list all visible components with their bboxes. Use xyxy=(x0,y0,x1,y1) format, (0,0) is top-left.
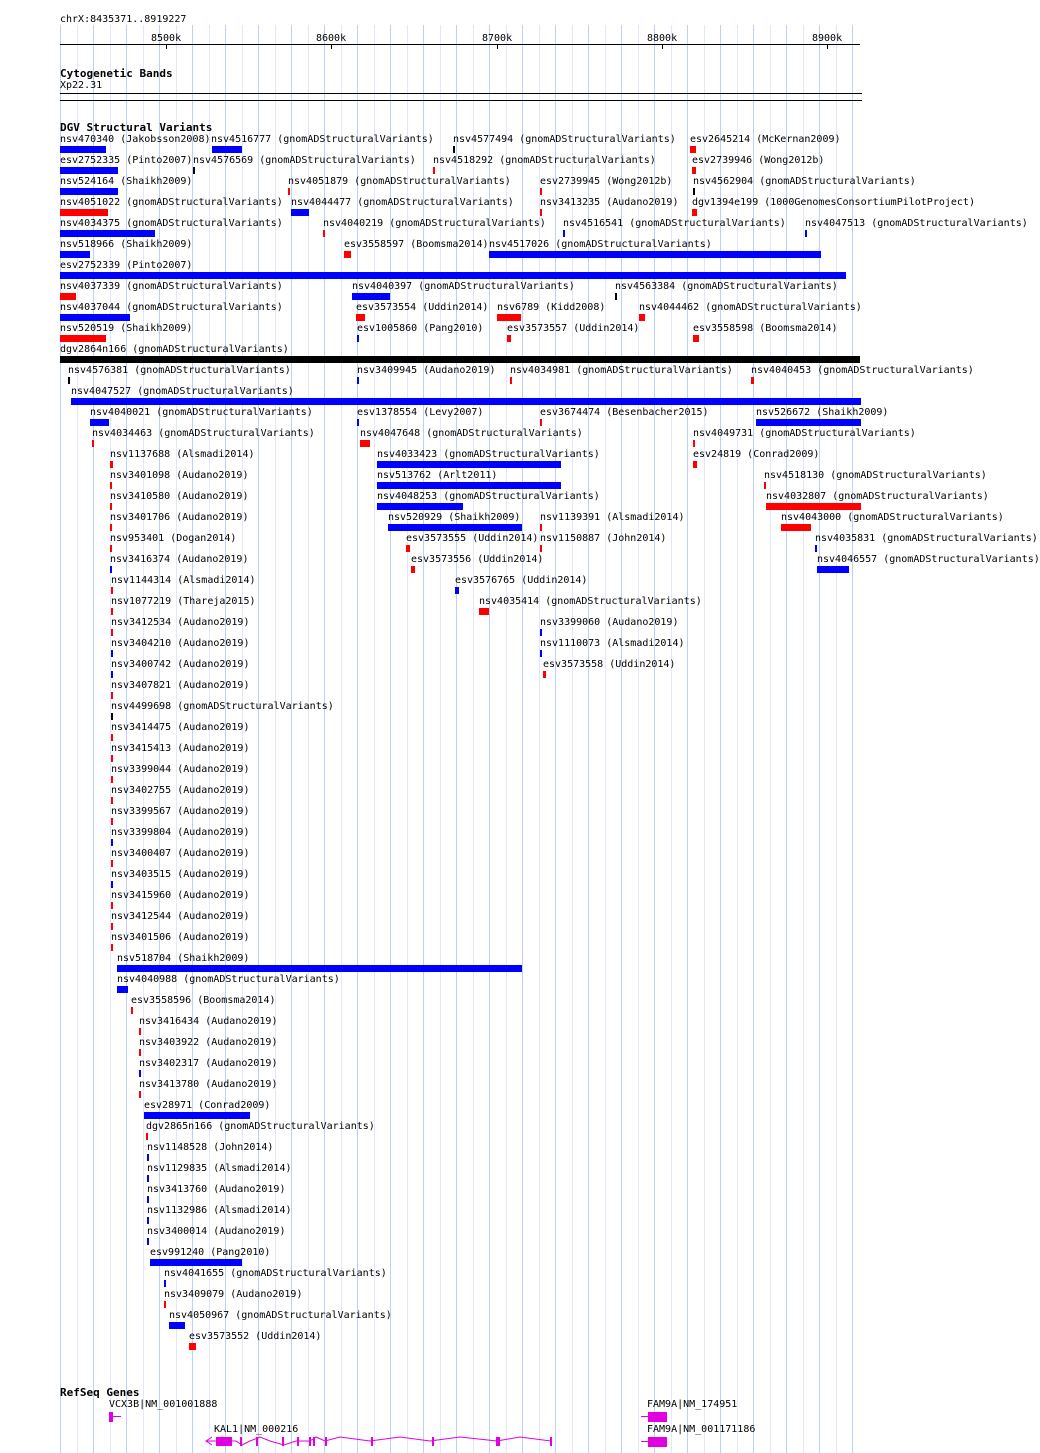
variant-label[interactable]: nsv3400407 (Audano2019) xyxy=(111,848,250,859)
variant-label[interactable]: esv2752339 (Pinto2007) xyxy=(60,260,193,271)
variant-label[interactable]: nsv3407821 (Audano2019) xyxy=(111,680,250,691)
cytoband-label: Xp22.31 xyxy=(60,80,103,91)
variant-label[interactable]: nsv3415413 (Audano2019) xyxy=(111,743,250,754)
variant-label[interactable]: esv3558597 (Boomsma2014) xyxy=(344,239,489,250)
variant-label[interactable]: nsv3402755 (Audano2019) xyxy=(111,785,250,796)
variant-label[interactable]: nsv4517026 (gnomADStructuralVariants) xyxy=(489,239,712,250)
variant-label[interactable]: esv3558598 (Boomsma2014) xyxy=(693,323,838,334)
variant-label[interactable]: esv3573557 (Uddin2014) xyxy=(507,323,640,334)
variant-label[interactable]: nsv3403515 (Audano2019) xyxy=(111,869,250,880)
variant-label[interactable]: nsv4563384 (gnomADStructuralVariants) xyxy=(615,281,838,292)
variant-label[interactable]: nsv3412544 (Audano2019) xyxy=(111,911,250,922)
variant-label[interactable]: nsv513762 (Arlt2011) xyxy=(377,470,498,481)
variant-label[interactable]: nsv4047527 (gnomADStructuralVariants) xyxy=(71,386,294,397)
gene-label-fam9a-2[interactable]: FAM9A|NM_001171186 xyxy=(647,1424,756,1435)
variant-label[interactable]: nsv3400014 (Audano2019) xyxy=(147,1226,286,1237)
variant-label[interactable]: esv3674474 (Besenbacher2015) xyxy=(540,407,709,418)
variant-label[interactable]: nsv3409079 (Audano2019) xyxy=(164,1289,303,1300)
variant-label[interactable]: nsv1077219 (Thareja2015) xyxy=(111,596,256,607)
variant-label[interactable]: nsv4518130 (gnomADStructuralVariants) xyxy=(764,470,987,481)
variant-label[interactable]: nsv3399567 (Audano2019) xyxy=(111,806,250,817)
variant-label[interactable]: nsv4044462 (gnomADStructuralVariants) xyxy=(639,302,862,313)
variant-label[interactable]: nsv4562904 (gnomADStructuralVariants) xyxy=(693,176,916,187)
gene-fam9a-1[interactable] xyxy=(648,1412,667,1422)
variant-label[interactable]: nsv4576381 (gnomADStructuralVariants) xyxy=(68,365,291,376)
variant-label[interactable]: nsv1139391 (Alsmadi2014) xyxy=(540,512,685,523)
variant-label[interactable]: nsv4518292 (gnomADStructuralVariants) xyxy=(433,155,656,166)
variant-label[interactable]: nsv3402317 (Audano2019) xyxy=(139,1058,278,1069)
variant-label[interactable]: nsv4040219 (gnomADStructuralVariants) xyxy=(323,218,546,229)
variant-label[interactable]: esv3573555 (Uddin2014) xyxy=(406,533,539,544)
variant-label[interactable]: nsv4035414 (gnomADStructuralVariants) xyxy=(479,596,702,607)
variant-label[interactable]: nsv3414475 (Audano2019) xyxy=(111,722,250,733)
variant-label[interactable]: nsv4037339 (gnomADStructuralVariants) xyxy=(60,281,283,292)
variant-label[interactable]: nsv3410580 (Audano2019) xyxy=(110,491,249,502)
variant-label[interactable]: nsv4577494 (gnomADStructuralVariants) xyxy=(453,134,676,145)
variant-label[interactable]: esv2739946 (Wong2012b) xyxy=(692,155,825,166)
coordinates-label: chrX:8435371..8919227 xyxy=(60,14,187,25)
ruler-label-8900k: 8900k xyxy=(812,33,843,44)
variant-label[interactable]: nsv4046557 (gnomADStructuralVariants) xyxy=(817,554,1040,565)
variant-label[interactable]: dgv2864n166 (gnomADStructuralVariants) xyxy=(60,344,289,355)
variant-label[interactable]: nsv4049731 (gnomADStructuralVariants) xyxy=(693,428,916,439)
gene-label-vcx3b[interactable]: VCX3B|NM_001001888 xyxy=(109,1399,218,1410)
variant-label[interactable]: esv2739945 (Wong2012b) xyxy=(540,176,673,187)
variant-label[interactable]: nsv4516777 (gnomADStructuralVariants) xyxy=(211,134,434,145)
variant-label[interactable]: nsv4050967 (gnomADStructuralVariants) xyxy=(169,1310,392,1321)
variant-label[interactable]: nsv3413235 (Audano2019) xyxy=(540,197,679,208)
variant-label[interactable]: nsv526672 (Shaikh2009) xyxy=(756,407,889,418)
variant-label[interactable]: nsv1132986 (Alsmadi2014) xyxy=(147,1205,292,1216)
variant-label[interactable]: nsv3401706 (Audano2019) xyxy=(110,512,249,523)
variant-label[interactable]: nsv4032807 (gnomADStructuralVariants) xyxy=(766,491,989,502)
variant-label[interactable]: dgv2865n166 (gnomADStructuralVariants) xyxy=(146,1121,375,1132)
variant-label[interactable]: esv991240 (Pang2010) xyxy=(150,1247,271,1258)
variant-label[interactable]: nsv4034463 (gnomADStructuralVariants) xyxy=(92,428,315,439)
variant-label[interactable]: nsv6789 (Kidd2008) xyxy=(497,302,606,313)
ruler-label-8600k: 8600k xyxy=(316,33,347,44)
variant-label[interactable]: nsv4516541 (gnomADStructuralVariants) xyxy=(563,218,786,229)
variant-label[interactable]: nsv3409945 (Audano2019) xyxy=(357,365,496,376)
variant-label[interactable]: nsv4499698 (gnomADStructuralVariants) xyxy=(111,701,334,712)
variant-label[interactable]: nsv4040988 (gnomADStructuralVariants) xyxy=(117,974,340,985)
cytoband-track-title[interactable]: Cytogenetic Bands xyxy=(60,67,173,80)
variant-label[interactable]: esv1005860 (Pang2010) xyxy=(357,323,484,334)
variant-label[interactable]: nsv4047648 (gnomADStructuralVariants) xyxy=(360,428,583,439)
variant-label[interactable]: nsv3401098 (Audano2019) xyxy=(110,470,249,481)
variant-label[interactable]: nsv3403922 (Audano2019) xyxy=(139,1037,278,1048)
variant-label[interactable]: nsv3416434 (Audano2019) xyxy=(139,1016,278,1027)
dgv-track-title[interactable]: DGV Structural Variants xyxy=(60,121,213,134)
variant-label[interactable]: nsv1150887 (John2014) xyxy=(540,533,667,544)
gene-fam9a-2-arrow xyxy=(641,1441,648,1442)
variant-label[interactable]: nsv4033423 (gnomADStructuralVariants) xyxy=(377,449,600,460)
variant-label[interactable]: nsv4051879 (gnomADStructuralVariants) xyxy=(288,176,511,187)
variant-label[interactable]: nsv3400742 (Audano2019) xyxy=(111,659,250,670)
variant-label[interactable]: nsv4040397 (gnomADStructuralVariants) xyxy=(352,281,575,292)
variant-label[interactable]: nsv3399804 (Audano2019) xyxy=(111,827,250,838)
gene-fam9a-2[interactable] xyxy=(648,1437,667,1447)
variant-label[interactable]: esv3573558 (Uddin2014) xyxy=(543,659,676,670)
variant-label[interactable]: esv3573552 (Uddin2014) xyxy=(189,1331,322,1342)
variant-label[interactable]: nsv3399060 (Audano2019) xyxy=(540,617,679,628)
variant-label[interactable]: nsv4040021 (gnomADStructuralVariants) xyxy=(90,407,313,418)
ruler-label-8700k: 8700k xyxy=(482,33,513,44)
variant-label[interactable]: nsv3412534 (Audano2019) xyxy=(111,617,250,628)
variant-label[interactable]: nsv1148528 (John2014) xyxy=(147,1142,274,1153)
variant-label[interactable]: nsv4048253 (gnomADStructuralVariants) xyxy=(377,491,600,502)
variant-label[interactable]: nsv524164 (Shaikh2009) xyxy=(60,176,193,187)
variant-label[interactable]: nsv4047513 (gnomADStructuralVariants) xyxy=(805,218,1028,229)
gene-label-kal1[interactable]: KAL1|NM_000216 xyxy=(214,1424,299,1435)
variant-label[interactable]: esv3573556 (Uddin2014) xyxy=(411,554,544,565)
variant-label[interactable]: nsv3415960 (Audano2019) xyxy=(111,890,250,901)
variant-label[interactable]: nsv1137688 (Alsmadi2014) xyxy=(110,449,255,460)
variant-label[interactable]: esv24819 (Conrad2009) xyxy=(693,449,820,460)
variant-label[interactable]: nsv4051022 (gnomADStructuralVariants) xyxy=(60,197,283,208)
gene-label-fam9a-1[interactable]: FAM9A|NM_174951 xyxy=(647,1399,738,1410)
variant-label[interactable]: nsv1129835 (Alsmadi2014) xyxy=(147,1163,292,1174)
variant-label[interactable]: nsv3413780 (Audano2019) xyxy=(139,1079,278,1090)
variant-label[interactable]: nsv520929 (Shaikh2009) xyxy=(388,512,521,523)
variant-label[interactable]: nsv4035831 (gnomADStructuralVariants) xyxy=(815,533,1038,544)
variant-label[interactable]: nsv4041655 (gnomADStructuralVariants) xyxy=(164,1268,387,1279)
variant-label[interactable]: esv3576765 (Uddin2014) xyxy=(455,575,588,586)
variant-label[interactable]: nsv4034981 (gnomADStructuralVariants) xyxy=(510,365,733,376)
variant-label[interactable]: nsv4576569 (gnomADStructuralVariants) xyxy=(193,155,416,166)
variant-label[interactable]: esv3558596 (Boomsma2014) xyxy=(131,995,276,1006)
variant-label[interactable]: nsv470340 (Jakobsson2008) xyxy=(60,134,211,145)
variant-label[interactable]: nsv4044477 (gnomADStructuralVariants) xyxy=(291,197,514,208)
variant-label[interactable]: esv3573554 (Uddin2014) xyxy=(356,302,489,313)
variant-label[interactable]: nsv3413760 (Audano2019) xyxy=(147,1184,286,1195)
variant-label[interactable]: nsv4034375 (gnomADStructuralVariants) xyxy=(60,218,283,229)
variant-label[interactable]: nsv1144314 (Alsmadi2014) xyxy=(111,575,256,586)
variant-label[interactable]: nsv520519 (Shaikh2009) xyxy=(60,323,193,334)
variant-label[interactable]: esv2752335 (Pinto2007) xyxy=(60,155,193,166)
variant-label[interactable]: nsv3404210 (Audano2019) xyxy=(111,638,250,649)
variant-label[interactable]: nsv3399044 (Audano2019) xyxy=(111,764,250,775)
variant-label[interactable]: esv2645214 (McKernan2009) xyxy=(690,134,841,145)
variant-label[interactable]: nsv4037044 (gnomADStructuralVariants) xyxy=(60,302,283,313)
ruler-label-8500k: 8500k xyxy=(151,33,182,44)
variant-label[interactable]: nsv3416374 (Audano2019) xyxy=(110,554,249,565)
variant-label[interactable]: nsv4040453 (gnomADStructuralVariants) xyxy=(751,365,974,376)
refseq-track-title[interactable]: RefSeq Genes xyxy=(60,1386,140,1399)
ruler-label-8800k: 8800k xyxy=(647,33,678,44)
variant-label[interactable]: nsv518966 (Shaikh2009) xyxy=(60,239,193,250)
variant-label[interactable]: nsv1110073 (Alsmadi2014) xyxy=(540,638,685,649)
variant-label[interactable]: nsv4043000 (gnomADStructuralVariants) xyxy=(781,512,1004,523)
gene-fam9a-1-arrow xyxy=(641,1416,648,1417)
variant-label[interactable]: nsv518704 (Shaikh2009) xyxy=(117,953,250,964)
variant-label[interactable]: dgv1394e199 (1000GenomesConsortiumPilotProject) xyxy=(692,197,975,208)
variant-label[interactable]: nsv953401 (Dogan2014) xyxy=(110,533,237,544)
variant-label[interactable]: esv1378554 (Levy2007) xyxy=(357,407,484,418)
variant-label[interactable]: nsv3401506 (Audano2019) xyxy=(111,932,250,943)
variant-label[interactable]: esv28971 (Conrad2009) xyxy=(144,1100,271,1111)
